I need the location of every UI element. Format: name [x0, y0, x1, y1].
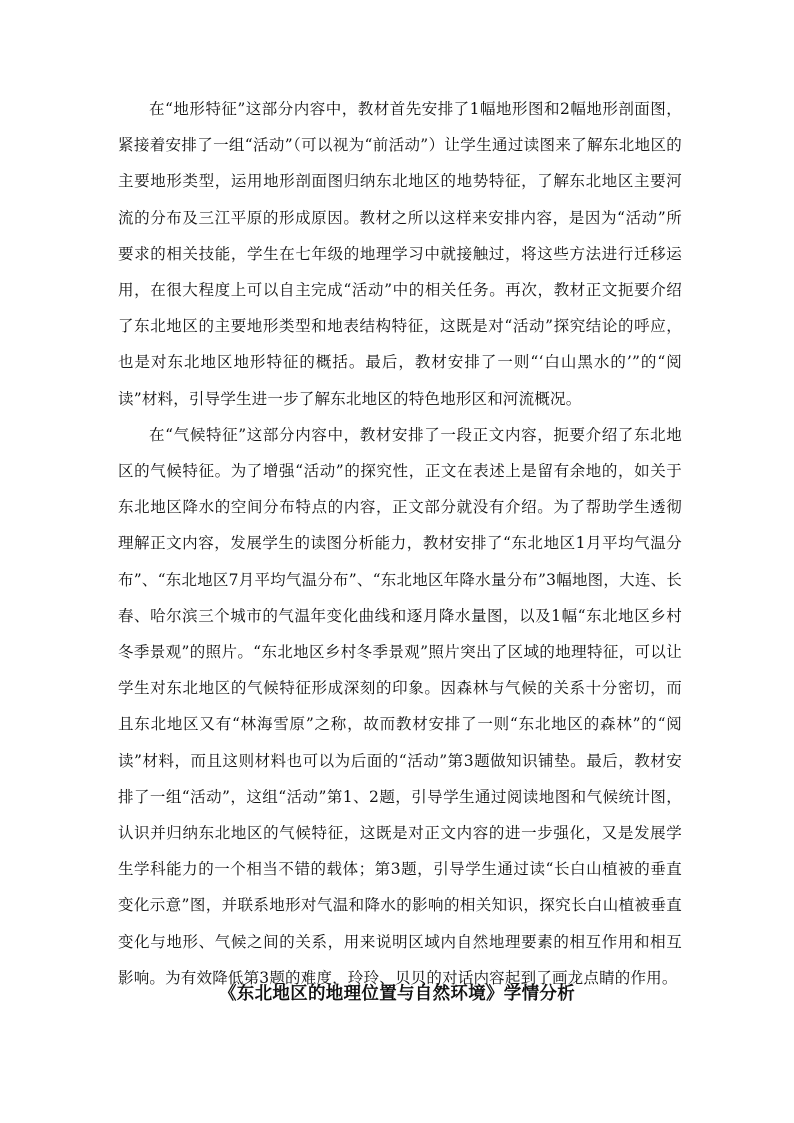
document-body — [118, 91, 682, 996]
paragraph-climate: 在“气候特征”这部分内容中，教材安排了一段正文内容，扼要介绍了东北地区的气候特征。为了增强“活动”的探究性，正文在表述上是留有余地的，如关于东北地区降水的空间分布特点的内容，正文部分就没有介绍。为了帮助学生透彻理解正文内容，发展学生的读图分析能力，教材安排了“东北地区1月平均气温分布”、“东北地区7月平均气温分布”、“东北地区年降水量分布”3幅地图，大连、长春、哈尔滨三个城市的气温年变化曲线和逐月降水量图，以及1幅“东北地区乡村冬季景观”的照片。“东北地区乡村冬季景观”照片突出了区域的地理特征，可以让学生对东北地区的气候特征形成深刻的印象。因森林与气候的关系十分密切，而且东北地区又有“林海雪原”之称，故而教材安排了一则“东北地区的森林”的“阅读”材料，而且这则材料也可以为后面的“活动”第3题做知识铺垫。最后，教材安排了一组“活动”，这组“活动”第1、2题，引导学生通过阅读地图和气候统计图，认识并归纳东北地区的气候特征，这既是对正文内容的进一步强化，又是发展学生学科能力的一个相当不错的载体；第3题，引导学生通过读“长白山植被的垂直变化示意”图，并联系地形对气温和降水的影响的相关知识，探究长白山植被垂直变化与地形、气候之间的关系，用来说明区域内自然地理要素的相互作用和相互影响。为有效降低第3题的难度，玲玲、贝贝的对话内容起到了画龙点睛的作用。 — [118, 425, 682, 987]
paragraph-terrain: 在“地形特征”这部分内容中，教材首先安排了1幅地形图和2幅地形剖面图，紧接着安排了一组“活动”（可以视为“前活动”）让学生通过读图来了解东北地区的主要地形类型，运用地形剖面图归纳东北地区的地势特征，了解东北地区主要河流的分布及三江平原的形成原因。教材之所以这样来安排内容，是因为“活动”所要求的相关技能，学生在七年级的地理学习中就接触过，将这些方法进行迁移运用，在很大程度上可以自主完成“活动”中的相关任务。再次，教材正文扼要介绍了东北地区的主要地形类型和地表结构特征，这既是对“活动”探究结论的呼应，也是对东北地区地形特征的概括。最后，教材安排了一则“‘白山黑水的’”的“阅读”材料，引导学生进一步了解东北地区的特色地形区和河流概况。 — [118, 100, 682, 408]
section-title: 《东北地区的地理位置与自然环境》学情分析 — [219, 984, 575, 1004]
